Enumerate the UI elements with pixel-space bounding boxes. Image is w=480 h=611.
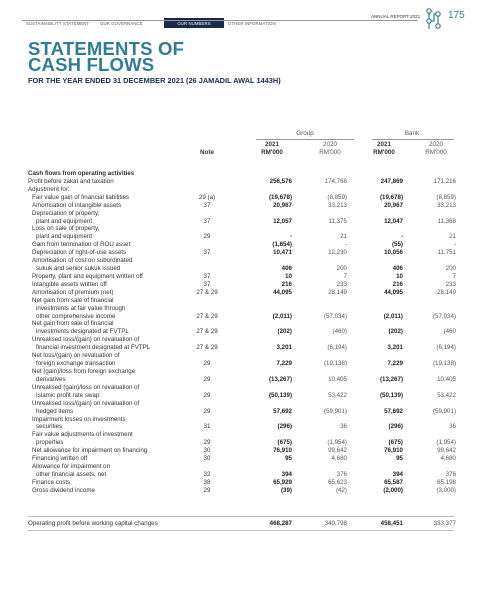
table-cell: (1,954) [327, 439, 347, 447]
table-cell: (202) [277, 328, 292, 336]
table-cell: 99,642 [328, 447, 347, 455]
group-header-rule [256, 139, 354, 140]
table-cell: 233 [445, 280, 456, 288]
table-cell: (13,267) [268, 375, 292, 383]
table-row-note: 27 & 29 [196, 344, 218, 352]
table-row-note: 29 [203, 407, 211, 415]
table-cell: 57,692 [384, 407, 403, 415]
table-row-label: Gross dividend income [32, 486, 95, 494]
total-value: 468,287 [269, 520, 292, 527]
group-header: Group [296, 130, 314, 137]
table-row-label: Amortisation of intangible assets [32, 201, 122, 209]
table-row-label: financial investment designated at FVTPL [36, 344, 151, 352]
table-cell: (19,678) [379, 193, 403, 201]
total-value: 340,798 [324, 520, 347, 527]
table-cell: (296) [388, 423, 403, 431]
table-cell: 233 [336, 280, 347, 288]
table-row-note: 37 [203, 201, 211, 209]
table-cell: 171,216 [433, 177, 456, 185]
page-number: 175 [448, 10, 465, 21]
col-header-unit: RM'000 [261, 149, 283, 156]
table-cell: (1,654) [272, 241, 292, 249]
table-cell: (675) [388, 439, 403, 447]
table-row-label: Islamic profit rate swap [36, 391, 100, 399]
table-row-label: Net allowance for impairment on financing [32, 447, 148, 455]
table-row-note: 27 & 29 [196, 312, 218, 320]
table-row-note: 38 [203, 478, 211, 486]
table-cell: 10 [396, 272, 403, 280]
table-cell: 406 [392, 265, 403, 273]
table-cell: 10,405 [437, 375, 456, 383]
table-row-label: Net loss/(gain) on revaluation of [32, 352, 120, 360]
table-cell: (57,034) [432, 312, 456, 320]
table-cell: 20,967 [273, 201, 292, 209]
table-cell: - [344, 241, 347, 249]
table-cell: 4,680 [331, 455, 347, 463]
table-cell: 20,967 [384, 201, 403, 209]
table-row-note: 29 (a) [198, 193, 216, 201]
table-row-note: 37 [203, 280, 211, 288]
table-cell: - [400, 233, 403, 241]
table-row-note: 29 [203, 375, 211, 383]
table-cell: 200 [445, 265, 456, 273]
col-header-year: 2021 [376, 141, 391, 148]
col-header-unit: RM'000 [425, 149, 447, 156]
table-cell: 28,149 [437, 288, 456, 296]
table-cell: 76,910 [273, 447, 292, 455]
table-row-label: Gain from termination of ROU asset [32, 241, 131, 249]
table-row-label: properties [36, 439, 64, 447]
table-row-note: 32 [203, 470, 211, 478]
table-cell: (460) [332, 328, 347, 336]
table-row-label: investments designated at FVTPL [36, 328, 129, 336]
table-row-label: Loss on sale of property, [32, 225, 100, 233]
table-row-note: 27 & 29 [196, 328, 218, 336]
table-cell: 10,405 [328, 375, 347, 383]
table-cell: (8,859) [327, 193, 347, 201]
table-cell: 65,198 [437, 478, 456, 486]
table-cell: (50,139) [379, 391, 403, 399]
table-cell: 376 [336, 470, 347, 478]
table-row-label: Adjustment for: [28, 185, 70, 193]
table-cell: (2,011) [383, 312, 403, 320]
title-line-2: CASH FLOWS [28, 54, 155, 75]
table-row-note: 31 [203, 423, 211, 431]
table-cell: (296) [277, 423, 292, 431]
tab-our-numbers[interactable]: OUR NUMBERS [164, 18, 224, 28]
table-row-note: 29 [203, 439, 211, 447]
table-cell: (55) [391, 241, 403, 249]
section-nav [22, 14, 420, 32]
table-cell: 65,623 [328, 478, 347, 486]
table-cell: 10 [285, 272, 292, 280]
table-cell: 99,642 [437, 447, 456, 455]
total-rule-top [28, 516, 454, 517]
report-title: ANNUAL REPORT 2021 [371, 14, 421, 19]
table-cell: (6,194) [327, 344, 347, 352]
table-cell: (202) [388, 328, 403, 336]
total-row-label: Operating profit before working capital changes [28, 520, 158, 527]
table-cell: 21 [449, 233, 456, 241]
table-row-label: plant and equipment [36, 217, 93, 225]
table-row-label: Net gain from sale of financial [32, 296, 114, 304]
table-row-label: Unrealised loss/(gain) on revaluation of [32, 336, 140, 344]
table-cell: (1,954) [436, 439, 456, 447]
page-subtitle: FOR THE YEAR ENDED 31 DECEMBER 2021 (26 JAMADIL AWAL 1443H) [28, 76, 281, 85]
table-row-note: 29 [203, 360, 211, 368]
table-cell: 12,057 [273, 217, 292, 225]
table-row-label: Unrealised loss/(gain) on revaluation of [32, 399, 140, 407]
table-cell: (8,859) [436, 193, 456, 201]
table-cell: (3,000) [436, 486, 456, 494]
table-cell: - [289, 233, 292, 241]
table-cell: 28,149 [328, 288, 347, 296]
table-cell: 65,929 [273, 478, 292, 486]
table-cell: (13,267) [379, 375, 403, 383]
table-row-label: Intangible assets written off [32, 280, 107, 288]
table-cell: 7 [343, 272, 347, 280]
table-cell: 95 [396, 455, 403, 463]
table-row-note: 37 [203, 217, 211, 225]
table-row-label: foreign exchange transaction [36, 360, 116, 368]
table-cell: 95 [285, 455, 292, 463]
table-cell: (2,000) [383, 486, 403, 494]
table-cell: 12,047 [384, 217, 403, 225]
col-header-unit: RM'000 [373, 149, 395, 156]
table-cell: 10,056 [384, 249, 403, 257]
table-row-label: Property, plant and equipment written off [32, 272, 143, 280]
table-cell: 57,692 [273, 407, 292, 415]
table-cell: 3,201 [276, 344, 292, 352]
table-row-label: Cash flows from operating activities [28, 170, 135, 177]
table-row-label: securities [36, 423, 63, 431]
table-row-label: Net (gain)/loss from foreign exchange [32, 368, 136, 375]
table-cell: 7 [452, 272, 456, 280]
table-row-label: Unrealised (gain)/loss on revaluation of [32, 383, 140, 391]
table-row-label: other comprehensive income [36, 312, 116, 320]
table-cell: (50,139) [268, 391, 292, 399]
table-row-label: plant and equipment [36, 233, 93, 241]
table-cell: 247,869 [380, 177, 403, 185]
table-cell: - [453, 241, 456, 249]
table-cell: 174,768 [324, 177, 347, 185]
table-row-note: 27 & 29 [196, 288, 218, 296]
table-row-note: 29 [203, 486, 211, 494]
col-header-year: 2021 [264, 141, 279, 148]
table-cell: 11,375 [328, 217, 347, 225]
bank-header-rule [372, 139, 454, 140]
table-cell: 406 [281, 265, 292, 273]
col-header-unit: RM'000 [319, 149, 341, 156]
table-cell: 65,587 [384, 478, 403, 486]
total-value: 333,377 [433, 520, 456, 527]
table-row-label: Finance costs [32, 478, 71, 486]
table-row-note: 37 [203, 272, 211, 280]
table-cell: 44,095 [273, 288, 292, 296]
table-row-label: Amortisation of cost on subordinated [32, 257, 133, 265]
table-row-label: Amortisation of premium (net) [32, 288, 114, 296]
table-cell: (39) [280, 486, 292, 494]
table-cell: 376 [445, 470, 456, 478]
table-cell: 11,368 [437, 217, 456, 225]
table-cell: 36 [449, 423, 456, 431]
table-cell: 33,213 [437, 201, 456, 209]
table-cell: 394 [281, 470, 292, 478]
table-cell: 33,213 [328, 201, 347, 209]
table-row-label: Allowance for impairment on [32, 463, 111, 471]
table-cell: 216 [281, 280, 292, 288]
nav-divider [22, 20, 418, 21]
table-row-note: 37 [203, 249, 211, 257]
table-row-label: Financing written off [32, 455, 88, 463]
table-cell: (6,194) [436, 344, 456, 352]
page-title [28, 38, 258, 75]
col-header-year: 2020 [428, 141, 443, 148]
total-rule-bottom [28, 530, 454, 531]
table-cell: 7,229 [387, 360, 403, 368]
tab-our-governance[interactable]: OUR GOVERNANCE [100, 20, 143, 26]
title-line-1: STATEMENTS OF [28, 38, 185, 59]
table-cell: (19,678) [268, 193, 292, 201]
table-cell: (19,138) [432, 360, 456, 368]
table-cell: 3,201 [387, 344, 403, 352]
table-row-label: Fair value gain of financial liabilities [32, 193, 129, 201]
total-value: 458,451 [380, 520, 403, 527]
table-cell: (19,138) [323, 360, 347, 368]
table-row-label: investments at fair value through [36, 304, 126, 312]
table-cell: (59,901) [323, 407, 347, 415]
table-row-label: derivatives [36, 375, 66, 383]
table-cell: 53,422 [328, 391, 347, 399]
table-cell: 11,751 [437, 249, 456, 257]
table-row-label: Fair value adjustments of investment [32, 431, 133, 439]
table-cell: 216 [392, 280, 403, 288]
table-cell: 36 [340, 423, 347, 431]
table-row-label: Depreciation of right-of-use assets [32, 249, 127, 257]
table-row-label: Impairment losses on investments [32, 415, 126, 423]
table-row-label: Profit before zakat and taxation [28, 177, 114, 185]
note-header: Note [200, 149, 214, 156]
table-cell: 12,230 [328, 249, 347, 257]
table-cell: 53,422 [437, 391, 456, 399]
circuit-logo-icon [423, 7, 445, 31]
table-cell: (675) [277, 439, 292, 447]
table-row-note: 30 [203, 447, 211, 455]
table-cell: 7,229 [276, 360, 292, 368]
table-cell: 21 [340, 233, 347, 241]
table-cell: (42) [335, 486, 347, 494]
table-cell: 256,576 [269, 177, 292, 185]
table-row-label: hedged items [36, 407, 74, 415]
table-cell: 10,471 [273, 249, 292, 257]
table-cell: 394 [392, 470, 403, 478]
table-cell: 44,095 [384, 288, 403, 296]
table-row-label: other financial assets, net [36, 470, 107, 478]
table-cell: (460 [443, 328, 456, 336]
table-row-label: Depreciation of property, [32, 209, 100, 217]
table-cell: 4,680 [440, 455, 456, 463]
table-cell: 200 [336, 265, 347, 273]
table-row-label: Net gain from sale of financial [32, 320, 114, 328]
col-header-year: 2020 [322, 141, 337, 148]
table-cell: (59,901) [432, 407, 456, 415]
table-cell: (2,011) [272, 312, 292, 320]
bank-header: Bank [404, 130, 420, 137]
tab-sustainability-statement[interactable]: SUSTAINABILITY STATEMENT [26, 20, 90, 26]
table-row-note: 29 [203, 391, 211, 399]
table-cell: 76,910 [384, 447, 403, 455]
tab-other-information[interactable]: OTHER INFORMATION [228, 20, 276, 26]
table-row-label: sukuk and senior sukuk issued [36, 265, 121, 273]
table-cell: (57,034) [323, 312, 347, 320]
table-row-note: 30 [203, 455, 211, 463]
table-row-note: 29 [203, 233, 211, 241]
